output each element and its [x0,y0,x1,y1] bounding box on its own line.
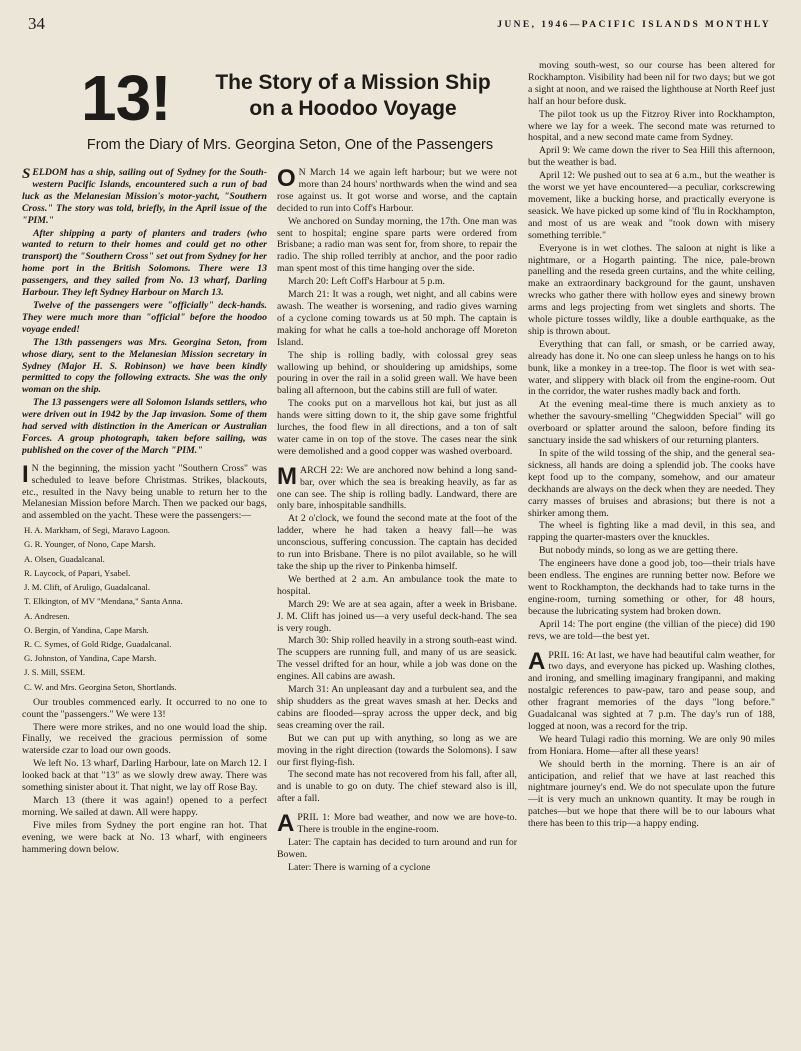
body-paragraph: The engineers have done a good job, too—their trials have been endless. The engines are running better now. Before we went to Rockhampton, the deckhands had to take turns in the engine-room, turning something or other, for 48 hours, because the lubricating system had broken down. [528,558,775,617]
body-paragraph: March 20: Left Coff's Harbour at 5 p.m. [288,276,445,288]
passenger-entry: J. S. Mill, SSEM. [24,667,86,678]
passenger-list [22,523,267,693]
drop-cap: S [22,167,31,182]
body-paragraph: Everything that can fall, or smash, or be carried away, already has done it. No one can sleep unless he hangs on to his bunk, like a monkey in a tree-top. The floor is wet with sea-water, and slippery with black oil from the engine-room. Out in the corridor, the water rushes madly back and forth. [528,338,775,398]
body-paragraph: The ship is rolling badly, with colossal grey seas wallowing up behind, or shouldering up amidships, some pouring in over the rail in a solid green wall. We have been baling all afternoon, but the cabins still are full of water. [277,349,517,397]
title-line-2: on a Hoodoo Voyage [249,97,457,120]
body-paragraph: The cooks put on a marvellous hot kai, but just as all hands were sitting down to it, the ship gave some frightful lurches, the food flew in all directions, and a ton of salt water came in on top of the stove. The cases near the sink were demolished and a good copper was washed overboard. [277,398,517,457]
body-paragraph: But we can put up with anything, so long as we are moving in the right direction (towards the Solomons). I saw our first flying-fish. [277,732,517,768]
body-paragraph: April 9: We came down the river to Sea Hill this afternoon, but the weather is bad. [528,145,775,169]
passenger-entry: G. Johnston, of Yandina, Cape Marsh. [24,653,157,664]
body-paragraph: Our troubles commenced early. It occurred to no one to count the "passengers." We were 13! [22,696,267,720]
body-paragraph: O N March 14 we again left harbour; but we were not more than 24 hours' northwards when the wind and sea rose against us. It got worse and worse, and the captain decided to run into Coff's Harbour. [277,167,517,214]
body-paragraph: The wheel is fighting like a mad devil, in this sea, and rapping the quarter-masters over the knuckles. [528,520,775,544]
body-paragraph: We left No. 13 wharf, Darling Harbour, late on March 12. I looked back at that "13" as we slowly drew away. There was something sinister about it. That night, we lay off Rose Bay. [22,758,267,794]
body-paragraph: Later: The captain has decided to turn around and run for Bowen. [277,836,517,860]
body-paragraph: At 2 o'clock, we found the second mate at the foot of the ladder, where he had taken a heavy fall—he was unconscious, suffering concussion. The captain has decided to run into Brisbane. There is no pilot available, so he will take the ship up the river to Pinkenba himself. [277,513,517,572]
intro-paragraph: Twelve of the passengers were "officially" deck-hands. They were much more than "official" before the hoodoo voyage ended! [22,299,267,335]
body-paragraph: Everyone is in wet clothes. The saloon at night is like a nightmare, or a Hogarth painting. The nice, pale-brown panelling and the reseda green curtains, and the white ceiling, make an extraordinary background for the gaunt, unshaven wrecks who gather there with hollow eyes and sinewy brown arms and legs projecting from wet singlets and shorts. The whole picture tosses wildly, like a double earthquake, as the ship is thrown about. [528,242,775,337]
body-paragraph: There were more strikes, and no one would load the ship. Finally, we received the gracious permission of some waterside czar to load our own goods. [22,721,267,757]
body-paragraph: We anchored on Sunday morning, the 17th. One man was sent to hospital; engine spare parts were ordered from Brisbane; a radio man was sent for, from shore, to repair the radio. The ship rolled terribly at anchor, and the poor radio man spent most of this time hanging over the side. [277,215,517,275]
passenger-entry: R. Laycock, of Papari, Ysabel. [24,567,131,578]
body-paragraph: April 14: The port engine (the villian of the piece) did 190 revs, we are told—the best yet. [528,618,775,642]
body-paragraph: In spite of the wild tossing of the ship, and the general sea-sickness, all hands are doing a splendid job. The cooks have kept food up to the company, somehow, and our amateur deckhands are always on the deck when they are needed. They carry masses of bruises and abrasions; but there is not a shirker among them. [528,448,775,519]
body-paragraph: Five miles from Sydney the port engine ran hot. That evening, we were back at No. 13 wharf, with engineers hammering down below. [22,819,267,855]
running-title: JUNE, 1946—PACIFIC ISLANDS MONTHLY [497,20,771,30]
paragraph-group [277,837,517,874]
paragraph-group [528,60,775,643]
passenger-entry: T. Elkington, of MV "Mendana," Santa Anna. [24,596,183,607]
column-3 [528,60,775,1045]
body-paragraph: I N the beginning, the mission yacht "Southern Cross" was scheduled to leave before Christmas. Strikes, blackouts, etc., resulted in the Navy being unable to return her to the Melanesian Mission before March. Then we packed our bags, and assembled on the yacht. These were the passengers:— [22,460,267,522]
paragraph-group [277,513,517,805]
article-subtitle: From the Diary of Mrs. Georgina Seton, One of the Passengers [86,137,494,153]
paragraph-group [277,216,517,458]
passenger-entry: H. A. Markham, of Segi, Maravo Lagoon. [24,525,170,536]
body-paragraph: March 13 (there it was again!) opened to a perfect morning. We sailed at dawn. All were happy. [22,794,267,818]
passenger-entry: R. C. Symes, of Gold Ridge, Guadalcanal. [24,638,172,649]
column-1 [22,167,267,1045]
body-paragraph: March 21: It was a rough, wet night, and all cabins were awash. The weather is worsening, and radio gives warning of a cyclone coming towards us at 50 mph. The captain is making for what he calls a toe-hold anchorage off Moreton Island. [277,289,517,348]
body-paragraph: APRIL 1: More bad weather, and now we are hove-to. There is trouble in the engine-room. [277,810,517,838]
article-title [168,70,538,122]
passenger-entry: G. R. Younger, of Nono, Cape Marsh. [24,539,156,550]
body-paragraph: moving south-west, so our course has been altered for Rockhampton. Visibility had been nil for two days; but we got a sight at noon, and we raised the lighthouse at North Reef just half an hour before dusk. [528,60,775,107]
body-paragraph: We heard Tulagi radio this morning. We are only 90 miles from Honiara. Home—after all these years! [528,733,775,757]
passenger-entry: C. W. and Mrs. Georgina Seton, Shortlands. [24,681,177,692]
title-line-1: The Story of a Mission Ship [215,71,491,94]
paragraph-group [528,734,775,830]
body-paragraph: But nobody minds, so long as we are getting there. [539,545,738,557]
drop-cap: M [277,462,297,490]
body-paragraph: March 29: We are at sea again, after a week in Brisbane. J. M. Clift has joined us—a very useful deck-hand. The sea is very rough. [277,598,517,634]
body-paragraph: We should berth in the morning. There is an air of anticipation, and relief that we have at last reached this nightmare journey's end. We do not speculate upon the future—it is very much an unknown quantity. It may be rough in patches—but we hope that there will be to our labours what there has been to this trip—a happy ending. [528,758,775,830]
column-2 [277,167,517,1045]
drop-cap: A [528,647,546,675]
body-paragraph: The pilot took us up the Fitzroy River into Rockhampton, where we lay for a week. The second mate was returned to hospital, and a new second mate came from Sydney. [528,108,775,144]
body-paragraph: Later: There is warning of a cyclone [288,861,431,873]
passenger-entry: A. Olsen, Guadalcanal. [24,553,105,564]
intro-paragraph: SELDOM has a ship, sailing out of Sydney for the South-western Pacific Islands, encountered such a run of bad luck as the Melanesian Mission's motor-yacht, "Southern Cross." The story was told, briefly, in the April issue of the "PIM." [22,167,267,226]
passenger-entry: O. Bergin, of Yandina, Cape Marsh. [24,624,149,635]
paragraph-group [22,697,267,856]
body-paragraph: March 30: Ship rolled heavily in a strong south-east wind. The scuppers are running full, and many of us are seasick. The vessel drifted for an hour, while a job was done on the engines. All cabins are awash. [277,635,517,683]
intro-block [22,167,267,457]
intro-paragraph: The 13th passengers was Mrs. Georgina Seton, from whose diary, sent to the Melanesian Mission secretary in Sydney (Major H. S. Robinson) we have been kindly permitted to copy the following extracts. She was the only woman on the ship. [22,336,267,396]
body-paragraph: The second mate has not recovered from his fall, after all, and is unable to go on duty. The chief steward also is ill, after a fall. [277,769,517,805]
drop-cap: A [277,810,295,838]
body-paragraph: At the evening meal-time there is much anxiety as to whether the savoury-smelling "Chegwidden Special" will go overboard or splatter around the saloon, before finding its sanctuary inside the sad whiskers of our returning planters. [528,399,775,447]
intro-paragraph: After shipping a party of planters and traders (who wanted to return to their homes and could get no other transport) the "Southern Cross" set out from Sydney for her home port in the British Solomons. There were 13 passengers, and they sailed from No. 13 wharf, Darling Harbour. They left Sydney Harbour on March 13. [22,227,267,299]
body-paragraph: March 31: An unpleasant day and a turbulent sea, and the ship shudders as the great waves smash at her. Decks and cabins are flooded—spray across the upper deck, and big seas creaming over the rail. [277,684,517,731]
body-paragraph: MARCH 22: We are anchored now behind a long sand-bar, over which the sea is breaking heavily, as far as one can see. The ship is rolling badly. Landward, there are only bare, inhospitable sandhills. [277,462,517,512]
page-header [28,14,771,36]
body-paragraph: APRIL 16: At last, we have had beautiful calm weather, for two days, and everyone has picked up. Washing clothes, and ironing, and smelling imaginary frangipanni, and making nostalgic references to paw-paw, taro and pease soup, and other fragrant memories of the days "long before." Guadalcanal was sighted at 7 p.m. The day's run of 188, logged at noon, was a record for the trip. [528,647,775,732]
page-number: 34 [28,14,45,33]
intro-paragraph: The 13 passengers were all Solomon Islands settlers, who were driven out in 1942 by the Jap invasion. Some of them had served with distinction in the American or Australian Forces. A group photograph, taken before sailing, was published on the cover of the March "PIM." [22,397,267,456]
body-paragraph: We berthed at 2 a.m. An ambulance took the mate to hospital. [277,573,517,597]
drop-cap: O [277,167,296,192]
drop-cap: I [22,460,29,488]
passenger-entry: J. M. Clift, of Aruligo, Guadalcanal. [24,582,150,593]
body-paragraph: April 12: We pushed out to sea at 6 a.m., but the weather is the worst we yet have encountered—a peculiar, corkscrewing movement, like a bucking horse, and practically everyone is seasick. We have picked up some kind of 'flu in Rockhampton, and most of us are weak and "took down with misery something terrible." [528,170,775,241]
title-number: 13! [81,62,171,134]
passenger-entry: A. Andresen. [24,610,70,621]
